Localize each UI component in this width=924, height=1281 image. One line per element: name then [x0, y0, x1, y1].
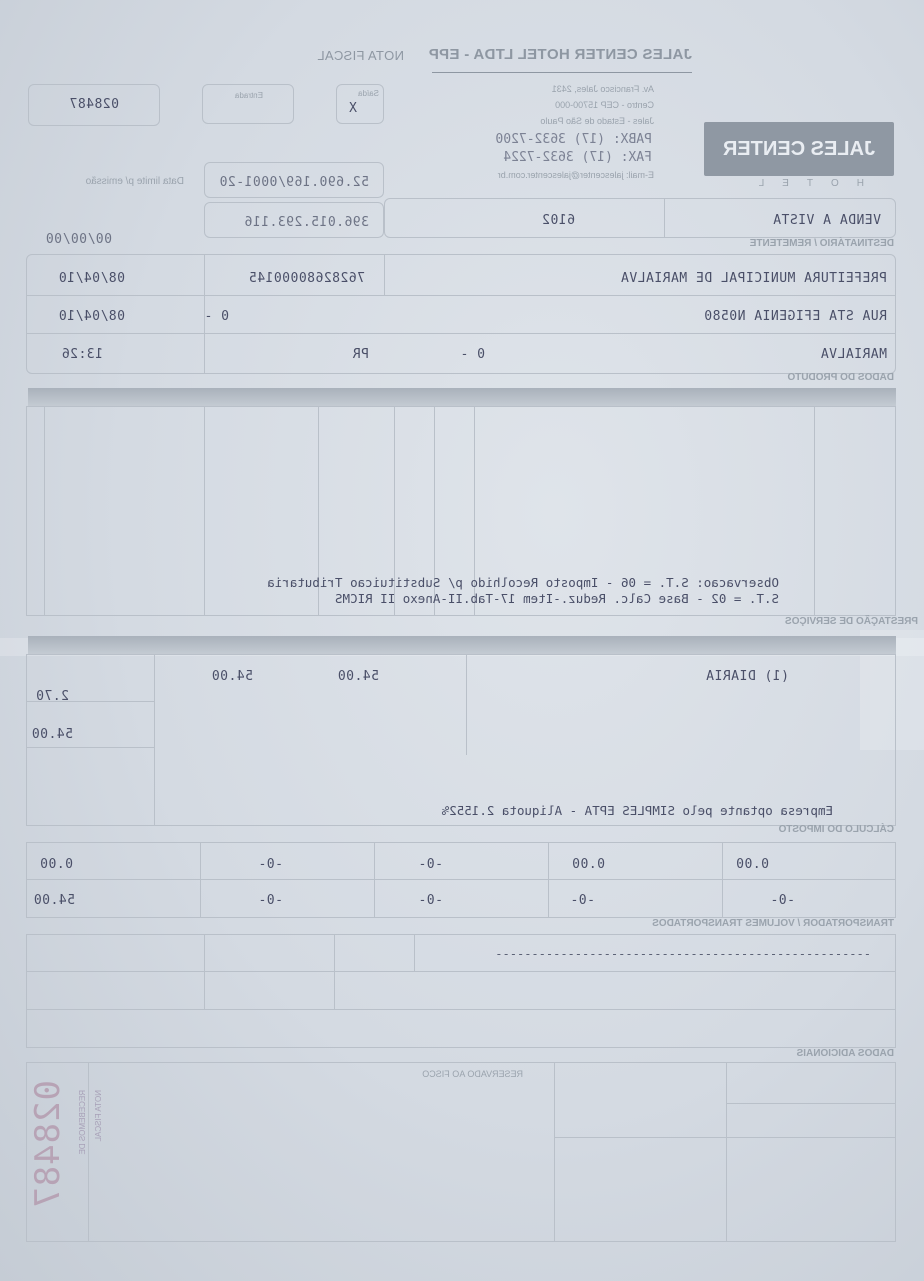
services-header-band: [28, 636, 896, 654]
transport-box: [26, 934, 896, 1048]
recipient-name: PREFEITURA MUNICIPAL DE MARIALVA: [620, 271, 887, 286]
transport-col-1: [414, 935, 415, 971]
number-box: [28, 84, 160, 126]
logo-text: JALES CENTER: [722, 138, 876, 160]
valid-until-label: Data limite p/ emissão: [85, 176, 184, 187]
additional-col-2: [726, 1063, 727, 1241]
additional-col-3: [88, 1063, 89, 1241]
exit-time: 13:26: [61, 347, 103, 362]
entry-box: [202, 84, 294, 124]
freight: -0-: [770, 893, 795, 908]
issuer-underline: [432, 72, 692, 73]
total-services: 54.00: [31, 727, 73, 742]
stamp-label-2: RECEBEMOS DE: [78, 1090, 87, 1155]
tax-box: [26, 842, 896, 918]
icms-st-base: -0-: [418, 857, 443, 872]
recipient-row-line-2: [27, 333, 895, 334]
nature-box: [384, 198, 896, 238]
logo-sub: HOTEL: [740, 178, 864, 189]
icms-base: 0.00: [735, 857, 769, 872]
services-title: PRESTAÇÃO DE SERVIÇOS: [785, 616, 918, 627]
product-header-band: [28, 388, 896, 406]
additional-box: [26, 1062, 896, 1242]
issuer-cep: Centro - CEP 15700-000: [555, 100, 654, 110]
service-unit-price: 54.00: [337, 669, 379, 684]
service-total: 54.00: [211, 669, 253, 684]
recipient-cnpj: 76282680000145: [248, 271, 365, 286]
services-box: [26, 654, 896, 826]
exit-label: Saída: [358, 89, 379, 98]
stamp-label: NOTA FISCAL: [94, 1090, 103, 1142]
services-col-1: [466, 655, 467, 755]
recipient-box: [26, 254, 896, 374]
issuer-fax: FAX: (17) 3632-7224: [503, 150, 652, 165]
total-products: -0-: [258, 893, 283, 908]
recipient-neighborhood: 0 -: [204, 309, 229, 324]
tax-title: CÁLCULO DO IMPOSTO: [778, 824, 894, 835]
additional-row-2: [555, 1137, 895, 1138]
recipient-uf: PR: [352, 347, 369, 362]
product-col-6: [204, 407, 205, 615]
stamp-number: 028487: [28, 1080, 68, 1209]
obs-line-2: S.T. = 02 - Base Calc. Reduz.-Item 17-Tab.II-Anexo II RICMS: [334, 591, 779, 606]
doc-type: NOTA FISCAL: [317, 48, 404, 63]
icms-st-value: -0-: [258, 857, 283, 872]
tax-row-line: [27, 879, 895, 880]
transport-name: ----------------------------------------------------: [495, 947, 871, 961]
recipient-title: DESTINATÁRIO / REMETENTE: [749, 238, 894, 249]
tax-col-1: [722, 843, 723, 917]
cnpj-box: [204, 162, 384, 198]
other-expenses: -0-: [418, 893, 443, 908]
recipient-row-line-1: [27, 295, 895, 296]
nature-divider: [664, 199, 665, 237]
entry-label: Entrada: [234, 91, 263, 100]
issuer-name: JALES CENTER HOTEL LTDA - EPP: [428, 46, 692, 63]
recipient-col-line-2: [384, 255, 385, 295]
tax-col-2: [548, 843, 549, 917]
product-box: [26, 406, 896, 616]
transport-col-2: [334, 935, 335, 1009]
services-row-2: [27, 747, 155, 748]
transport-col-3: [204, 935, 205, 1009]
recipient-city: MARIALVA: [820, 347, 887, 362]
ie-box: [204, 202, 384, 238]
obs-line-1: Observacao: S.T. = 06 - Imposto Recolhido p/ Substituicao Tributaria: [267, 575, 779, 590]
recipient-address: RUA STA EFIGENIA N0580: [703, 309, 887, 324]
additional-row-1: [727, 1103, 895, 1104]
services-col-2: [154, 655, 155, 825]
reserved-label: RESERVADO AO FISCO: [422, 1069, 523, 1079]
issuer-email: E-mail: jalescenter@jalescenter.com.br: [497, 170, 654, 180]
total-note: 54.00: [33, 893, 75, 908]
hotel-logo: [704, 122, 894, 176]
icms-value: 0.00: [571, 857, 605, 872]
issue-date: 08/04/10: [58, 271, 125, 286]
issuer-ie: 396.015.293.116: [244, 215, 369, 230]
nature-value: VENDA A VISTA: [772, 213, 881, 228]
transport-title: TRANSPORTADOR / VOLUMES TRANSPORTADOS: [652, 918, 894, 929]
issuer-address: Av. Francisco Jales, 2431: [551, 84, 654, 94]
issuer-cnpj: 52.690.169/0001-20: [219, 175, 369, 190]
additional-title: DADOS ADICIONAIS: [796, 1048, 894, 1059]
stamp-area: [28, 1080, 68, 1230]
cfop-value: 6102: [541, 213, 575, 228]
exit-box: [336, 84, 384, 124]
valid-until-value: 00/00/00: [45, 232, 112, 247]
tax-col-3: [374, 843, 375, 917]
product-title: DADOS DO PRODUTO: [787, 372, 894, 383]
additional-col-1: [554, 1063, 555, 1241]
iss-rate: 2.70: [35, 689, 69, 704]
product-col-1: [814, 407, 815, 615]
product-col-7: [44, 407, 45, 615]
simples-note: Empresa optante pelo SIMPLES EPTA - Aliquota 2.1552%: [441, 803, 833, 818]
issuer-pabx: PABX: (17) 3632-7200: [495, 132, 652, 147]
exit-date: 08/04/10: [58, 309, 125, 324]
insurance: -0-: [570, 893, 595, 908]
transport-row-1: [27, 971, 895, 972]
note-number: 028487: [69, 97, 119, 112]
transport-row-2: [27, 1009, 895, 1010]
exit-mark: X: [348, 101, 357, 116]
issuer-city: Jales - Estado de São Paulo: [540, 116, 654, 126]
recipient-ie: 0 -: [460, 347, 485, 362]
tax-col-4: [200, 843, 201, 917]
service-desc: (1) DIARIA: [705, 669, 789, 684]
services-total-tax: 0.00: [39, 857, 73, 872]
